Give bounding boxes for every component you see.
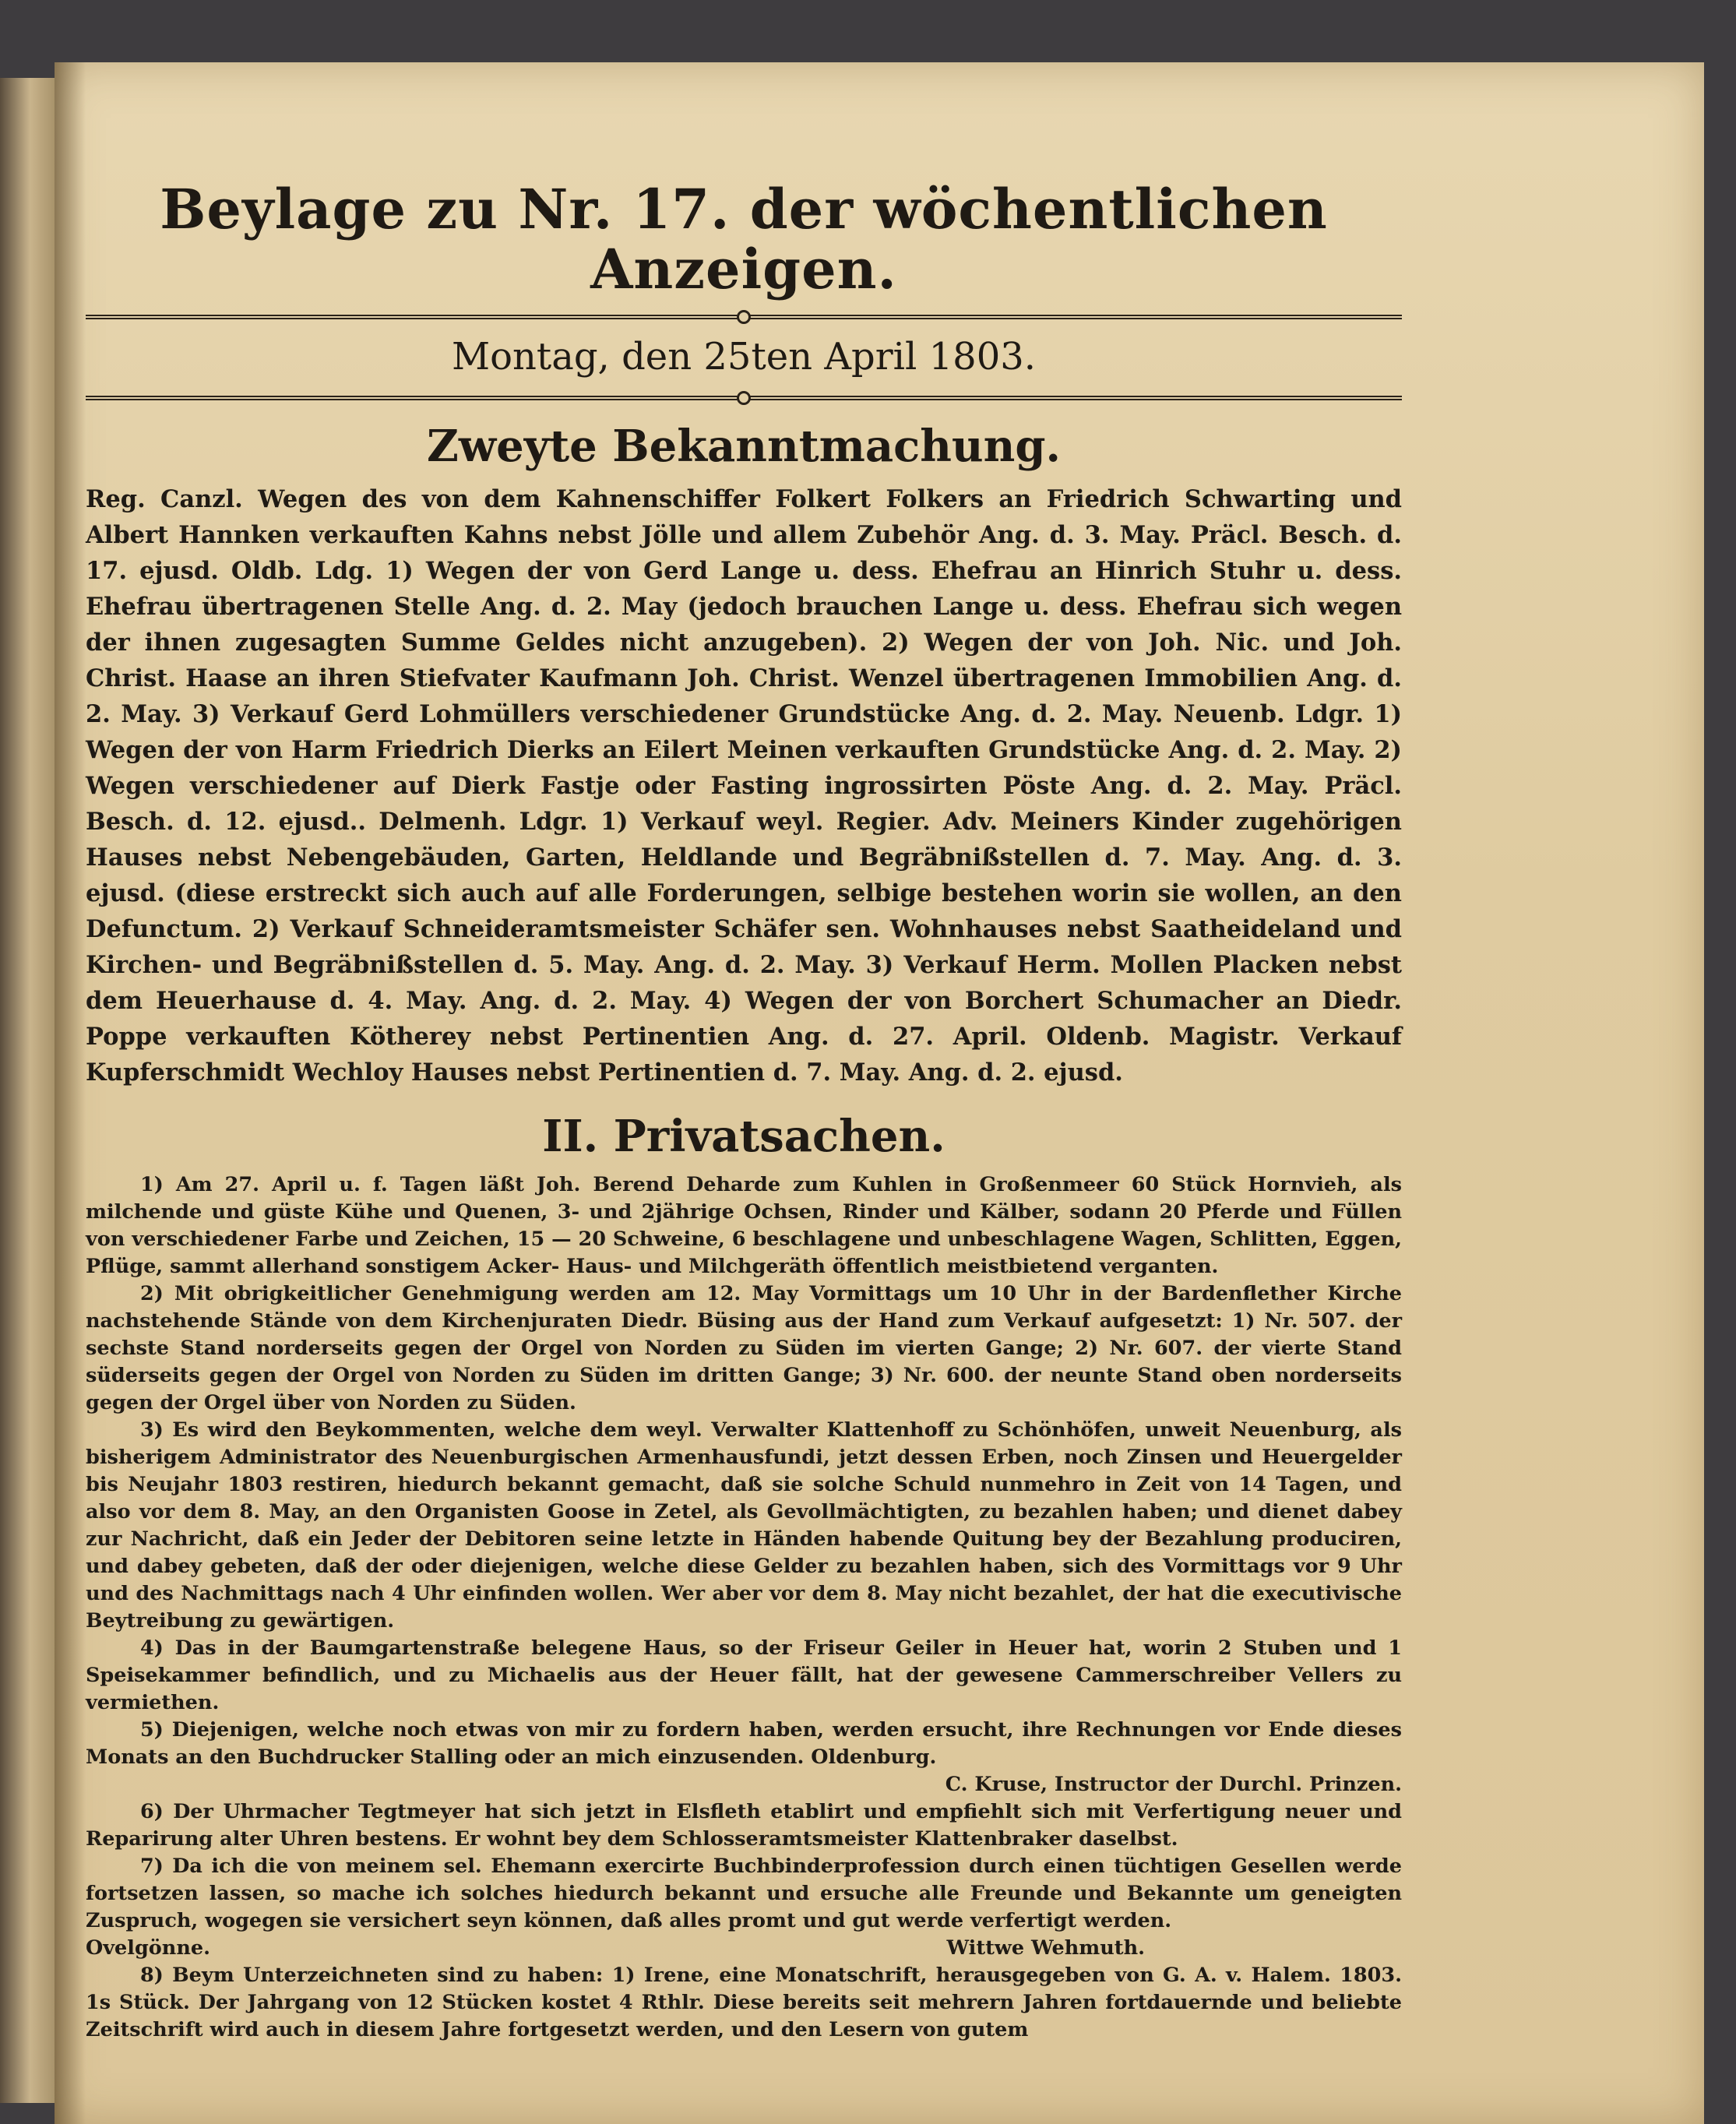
- page-content: [86, 179, 1402, 2044]
- notice-item-7: 7) Da ich die von meinem sel. Ehemann exercirte Buchbinderprofession durch einen tüchtigen Gesellen werde fortsetzen lassen, so mache ich solches hiedurch bekannt und ersuche alle Freunde und Bekannte um geneigten Zuspruch, wogegen sie versichert seyn können, daß alles promt und gut werde verfertigt werden.: [86, 1855, 1402, 1932]
- notice-item-8: 8) Beym Unterzeichneten sind zu haben: 1) Irene, eine Monatschrift, herausgegeben von G. A. v. Halem. 1803. 1s Stück. Der Jahrgang von 12 Stücken kostet 4 Rthlr. Diese bereits seit mehrern Jahren fortdauernde und beliebte Zeitschrift wird auch in diesem Jahre fortgesetzt werden, und den Lesern von gutem: [86, 1964, 1402, 2041]
- rule-ornament: [737, 391, 751, 405]
- previous-page-edge: [0, 78, 55, 2103]
- section-heading-privatsachen: II. Privatsachen.: [542, 1111, 945, 1162]
- signature-wehmuth: [86, 1935, 1402, 1962]
- notice-item-2: 2) Mit obrigkeitlicher Genehmigung werden am 12. May Vormittags um 10 Uhr in der Bardenflether Kirche nachstehende Stände von dem Kirchenjuraten Diedr. Büsing aus der Hand zum Verkauf aufgesetzt: 1) Nr. 507. der sechste Stand norderseits gegen der Orgel von Norden zu Süden im vierten Gange; 2) Nr. 607. der vierte Stand süderseits gegen der Orgel von Norden zu Süden im dritten Gange; 3) Nr. 600. der neunte Stand oben norderseits gegen der Orgel über von Norden zu Süden.: [86, 1282, 1402, 1414]
- signature-kruse: C. Kruse, Instructor der Durchl. Prinzen.: [945, 1773, 1402, 1796]
- signature-name: Wittwe Wehmuth.: [946, 1936, 1145, 1960]
- top-rule: [86, 315, 1402, 319]
- notice-item-4: 4) Das in der Baumgartenstraße belegene Haus, so der Friseur Geiler in Heuer hat, worin 2 Stuben und 1 Speisekammer befindlich, und zu Michaelis aus der Heuer fällt, hat der gewesene Cammerschreiber Vellers zu vermiethen.: [86, 1636, 1402, 1714]
- gutter-shadow: [55, 62, 86, 2124]
- section-heading-bekanntmachung: Zweyte Bekanntmachung.: [426, 421, 1062, 472]
- rule-ornament: [737, 310, 751, 324]
- dateline: Montag, den 25ten April 1803.: [451, 335, 1037, 379]
- date-rule: [86, 396, 1402, 400]
- notice-item-6: 6) Der Uhrmacher Tegtmeyer hat sich jetzt in Elsfleth etablirt und empfiehlt sich mit Verfertigung neuer und Reparirung alter Uhren bestens. Er wohnt bey dem Schlosseramtsmeister Klattenbraker daselbst.: [86, 1800, 1402, 1851]
- private-notices: [86, 1171, 1402, 2044]
- notice-item-5: 5) Diejenigen, welche noch etwas von mir zu fordern haben, werden ersucht, ihre Rechnungen vor Ende dieses Monats an den Buchdrucker Stalling oder an mich einzusenden. Oldenburg.: [86, 1718, 1402, 1769]
- signature-place: Ovelgönne.: [86, 1936, 210, 1960]
- announcement-paragraph: Reg. Canzl. Wegen des von dem Kahnenschiffer Folkert Folkers an Friedrich Schwarting und Albert Hannken verkauften Kahns nebst Jölle und allem Zubehör Ang. d. 3. May. Präcl. Besch. d. 17. ejusd. Oldb. Ldg. 1) Wegen der von Gerd Lange u. dess. Ehefrau an Hinrich Stuhr u. dess. Ehefrau übertragenen Stelle Ang. d. 2. May (jedoch brauchen Lange u. dess. Ehefrau sich wegen der ihnen zugesagten Summe Geldes nicht anzugeben). 2) Wegen der von Joh. Nic. und Joh. Christ. Haase an ihren Stiefvater Kaufmann Joh. Christ. Wenzel übertragenen Immobilien Ang. d. 2. May. 3) Verkauf Gerd Lohmüllers verschiedener Grundstücke Ang. d. 2. May. Neuenb. Ldgr. 1) Wegen der von Harm Friedrich Dierks an Eilert Meinen verkauften Grundstücke Ang. d. 2. May. 2) Wegen verschiedener auf Dierk Fastje oder Fasting ingrossirten Pöste Ang. d. 2. May. Präcl. Besch. d. 12. ejusd.. Delmenh. Ldgr. 1) Verkauf weyl. Regier. Adv. Meiners Kinder zugehörigen Hauses nebst Nebengebäuden, Garten, Heldlande und Begräbnißstellen d. 7. May. Ang. d. 3. ejusd. (diese erstreckt sich auch auf alle Forderungen, selbige bestehen worin sie wollen, an den Defunctum. 2) Verkauf Schneideramtsmeister Schäfer sen. Wohnhauses nebst Saatheideland und Kirchen- und Begräbnißstellen d. 5. May. Ang. d. 2. May. 3) Verkauf Herm. Mollen Placken nebst dem Heuerhause d. 4. May. Ang. d. 2. May. 4) Wegen der von Borchert Schumacher an Diedr. Poppe verkauften Kötherey nebst Pertinentien Ang. d. 27. April. Oldenb. Magistr. Verkauf Kupferschmidt Wechloy Hauses nebst Pertinentien d. 7. May. Ang. d. 2. ejusd.: [86, 485, 1402, 1087]
- masthead-title: Beylage zu Nr. 17. der wöchentlichen Anzeigen.: [160, 177, 1328, 301]
- notice-item-3: 3) Es wird den Beykommenten, welche dem weyl. Verwalter Klattenhoff zu Schönhöfen, unweit Neuenburg, als bisherigem Administrator des Neuenburgischen Armenhausfundi, jetzt dessen Erben, noch Zinsen und Heuergelder bis Neujahr 1803 restiren, hiedurch bekannt gemacht, daß sie solche Schuld nunmehro in Zeit von 14 Tagen, und also vor dem 8. May, an den Organisten Goose in Zetel, als Gevollmächtigten, zu bezahlen haben; und dienet dabey zur Nachricht, daß ein Jeder der Debitoren seine letzte in Händen habende Quitung bey der Bezahlung produciren, und dabey gebeten, daß der oder diejenigen, welche diese Gelder zu bezahlen haben, sich des Vormittags vor 9 Uhr und des Nachmittags nach 4 Uhr einfinden wollen. Wer aber vor dem 8. May nicht bezahlet, der hat die executivische Beytreibung zu gewärtigen.: [86, 1418, 1402, 1633]
- notice-item-1: 1) Am 27. April u. f. Tagen läßt Joh. Berend Deharde zum Kuhlen in Großenmeer 60 Stück Hornvieh, als milchende und güste Kühe und Quenen, 3- und 2jährige Ochsen, Rinder und Kälber, sodann 20 Pferde und Füllen von verschiedener Farbe und Zeichen, 15 — 20 Schweine, 6 beschlagene und unbeschlagene Wagen, Schlitten, Eggen, Pflüge, sammt allerhand sonstigem Acker- Haus- und Milchgeräth öffentlich meistbietend verganten.: [86, 1173, 1402, 1278]
